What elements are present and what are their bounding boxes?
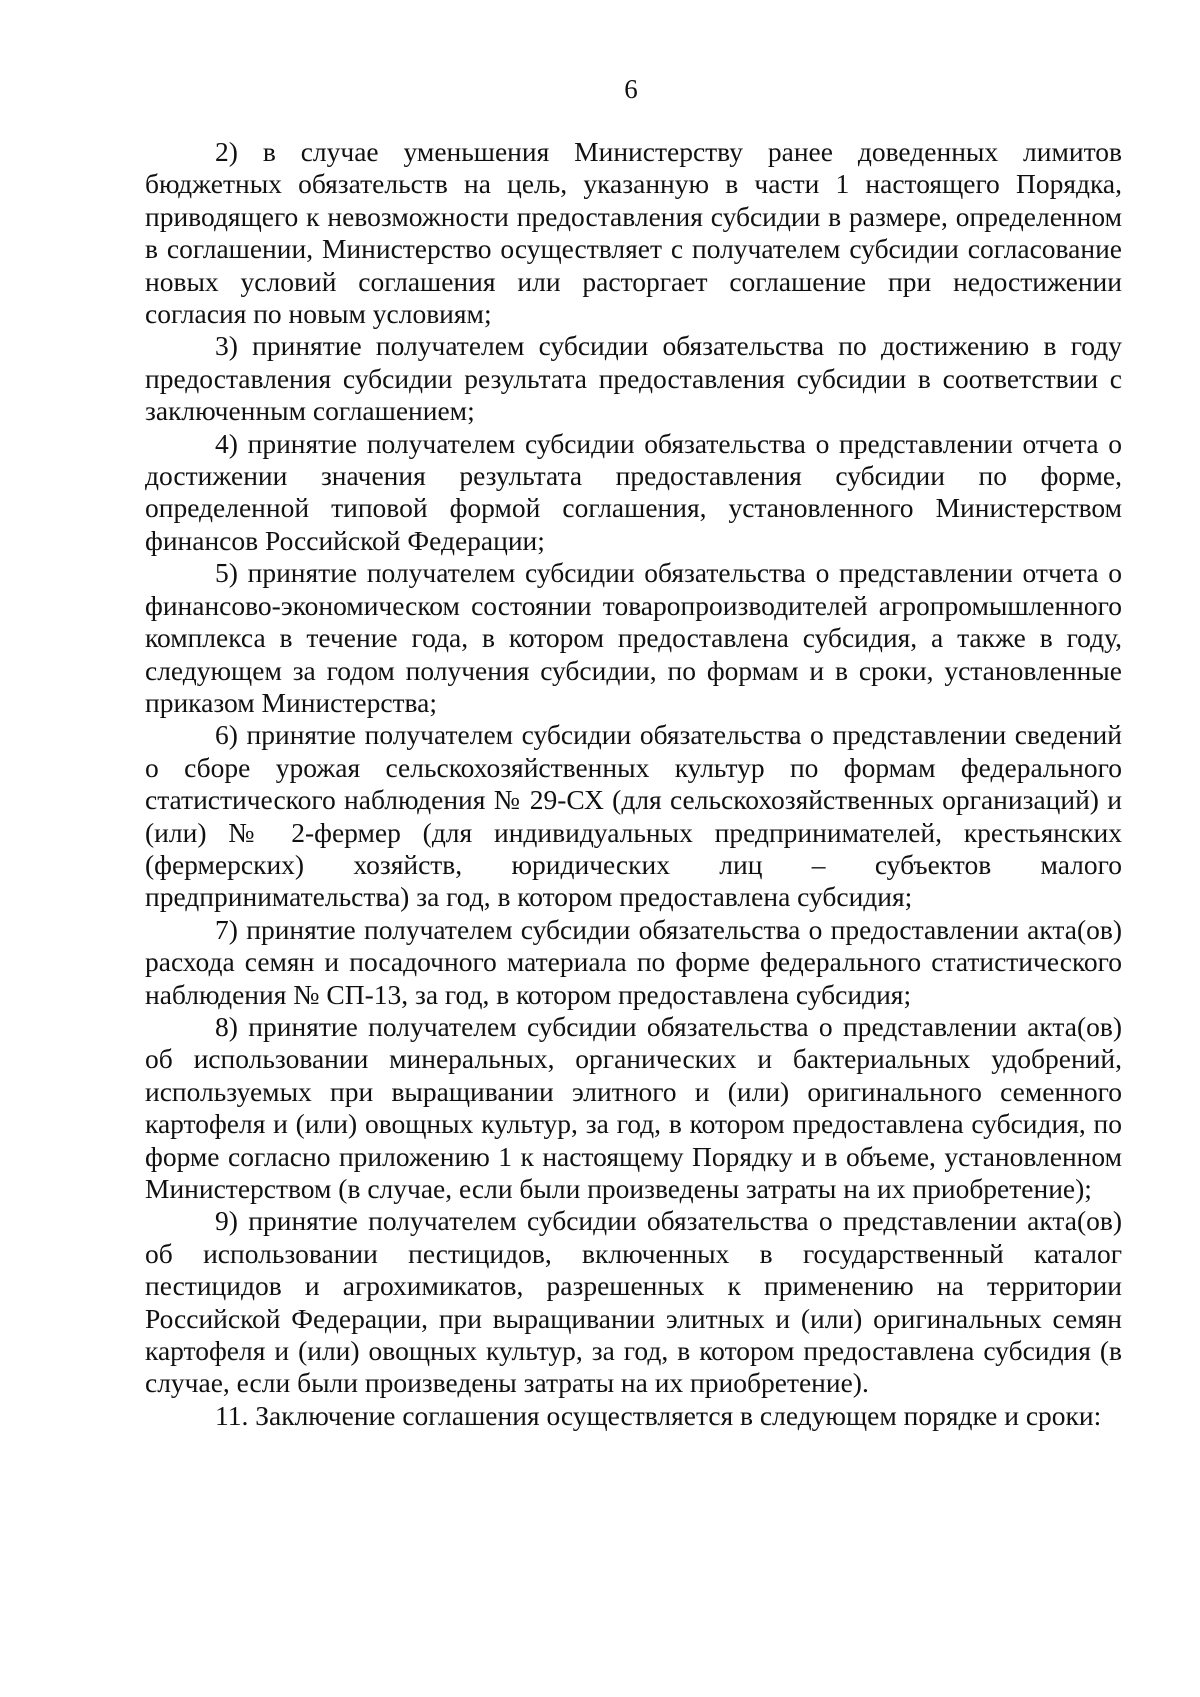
document-body [145, 136, 1122, 1432]
paragraph-item-6: 6) принятие получателем субсидии обязательства о представлении сведений о сборе урожая сельскохозяйственных культур по формам федерального статистического наблюдения № 29-СХ (для сельскохозяйственных организаций) и (или) № 2-фермер (для индивидуальных предпринимателей, крестьянских (фермерских) хозяйств, юридических лиц – субъектов малого предпринимательства) за год, в котором предоставлена субсидия; [145, 719, 1122, 913]
paragraph-item-7: 7) принятие получателем субсидии обязательства о предоставлении акта(ов) расхода семян и посадочного материала по форме федерального статистического наблюдения № СП-13, за год, в котором предоставлена субсидия; [145, 913, 1122, 1010]
paragraph-section-11: 11. Заключение соглашения осуществляется в следующем порядке и сроки: [215, 1399, 1102, 1431]
paragraph-item-2: 2) в случае уменьшения Министерству ранее доведенных лимитов бюджетных обязательств на цель, указанную в части 1 настоящего Порядка, приводящего к невозможности предоставления субсидии в размере, определенном в соглашении, Министерство осуществляет с получателем субсидии согласование новых условий соглашения или расторгает соглашение при недостижении согласия по новым условиям; [145, 136, 1122, 330]
page-number: 6 [624, 74, 638, 104]
paragraph-item-8: 8) принятие получателем субсидии обязательства о представлении акта(ов) об использовании минеральных, органических и бактериальных удобрений, используемых при выращивании элитного и (или) оригинального семенного картофеля и (или) овощных культур, за год, в котором предоставлена субсидия, по форме согласно приложению 1 к настоящему Порядку и в объеме, установленном Министерством (в случае, если были произведены затраты на их приобретение); [145, 1010, 1122, 1204]
paragraph-item-4: 4) принятие получателем субсидии обязательства о представлении отчета о достижении значения результата предоставления субсидии по форме, определенной типовой формой соглашения, установленного Министерством финансов Российской Федерации; [145, 427, 1122, 556]
paragraph-item-9: 9) принятие получателем субсидии обязательства о представлении акта(ов) об использовании пестицидов, включенных в государственный каталог пестицидов и агрохимикатов, разрешенных к применению на территории Российской Федерации, при выращивании элитных и (или) оригинальных семян картофеля и (или) овощных культур, за год, в котором предоставлена субсидия (в случае, если были произведены затраты на их приобретение). [145, 1205, 1122, 1399]
paragraph-item-5: 5) принятие получателем субсидии обязательства о представлении отчета о финансово-экономическом состоянии товаропроизводителей агропромышленного комплекса в течение года, в котором предоставлена субсидия, а также в году, следующем за годом получения субсидии, по формам и в сроки, установленные приказом Министерства; [145, 557, 1122, 718]
paragraph-item-3: 3) принятие получателем субсидии обязательства по достижению в году предоставления субсидии результата предоставления субсидии в соответствии с заключенным соглашением; [145, 330, 1122, 427]
